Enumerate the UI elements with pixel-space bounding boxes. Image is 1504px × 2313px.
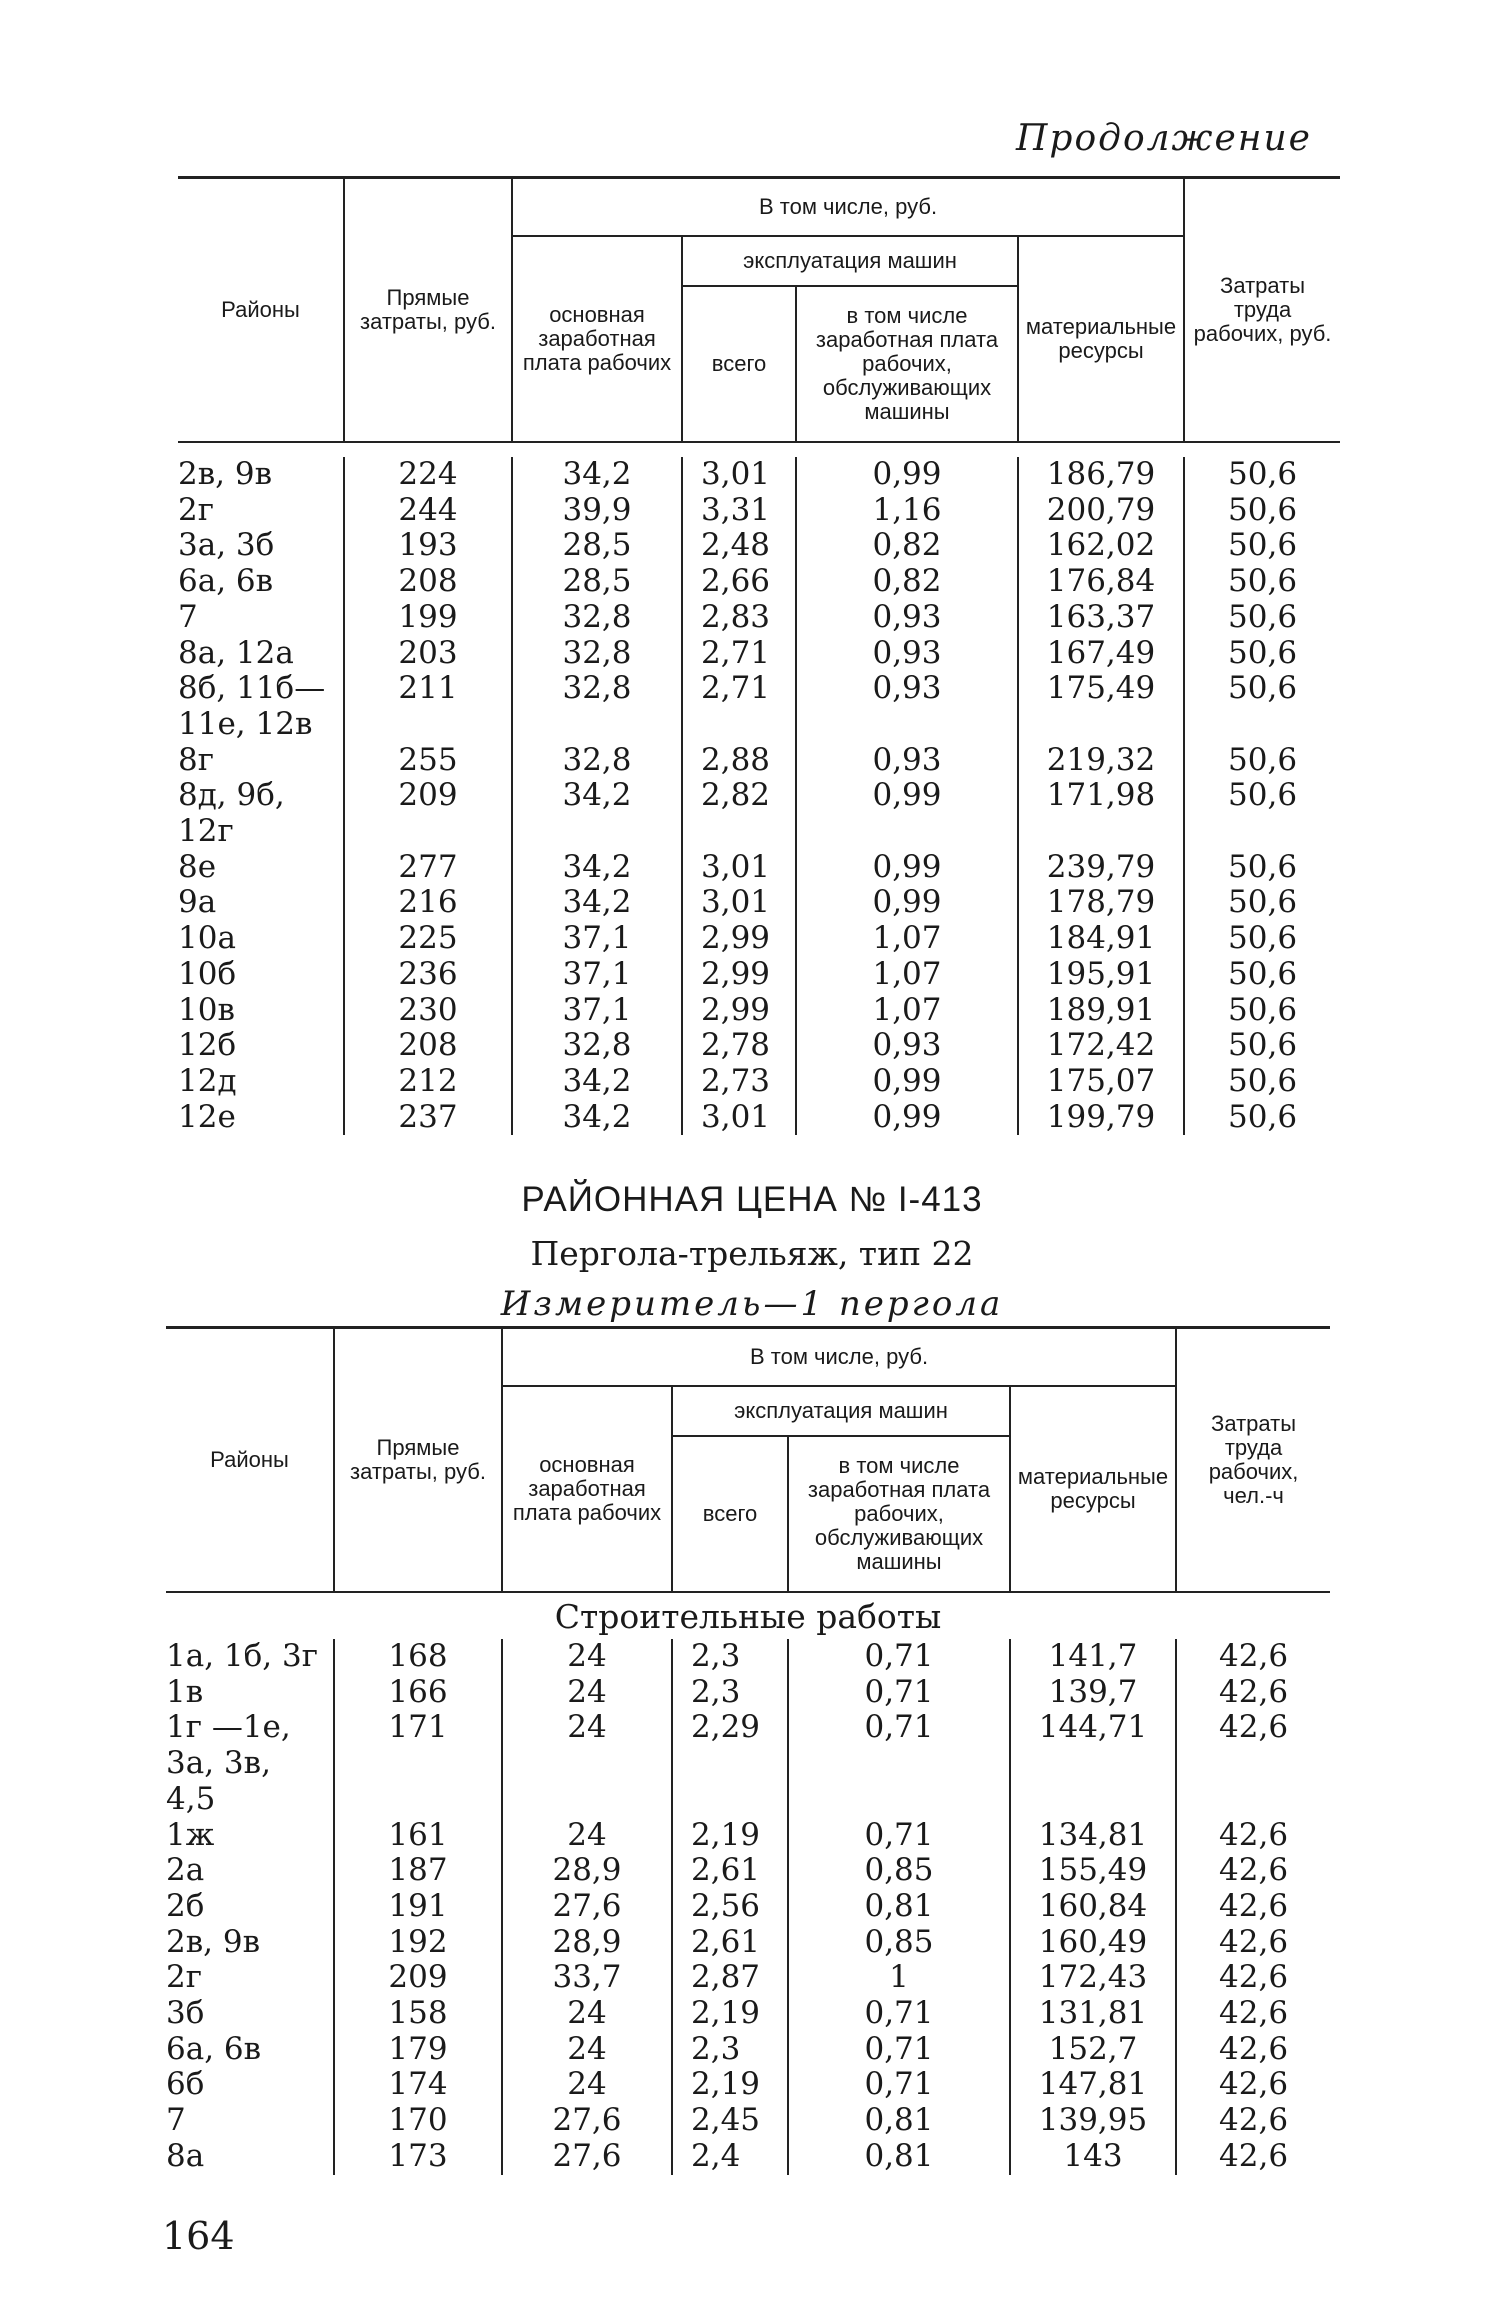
labor-cell: 50,6 <box>1184 743 1340 779</box>
region-cell: 8д, 9б, 12г <box>178 777 285 850</box>
table-2-body <box>166 1595 1330 2175</box>
base-wages-cell: 37,1 <box>512 993 682 1029</box>
direct-cost-cell: 187 <box>334 1853 502 1889</box>
table-row <box>178 885 1340 921</box>
table-row <box>178 564 1340 600</box>
machine-total-cell: 2,3 <box>672 1639 788 1675</box>
region-cell: 3б <box>166 1995 205 2032</box>
region-cell: 8е <box>178 848 217 885</box>
machine-wages-cell: 0,85 <box>788 1853 1010 1889</box>
table-row <box>166 1960 1330 1996</box>
labor-cell: 50,6 <box>1184 528 1340 564</box>
direct-cost-cell: 168 <box>334 1639 502 1675</box>
machine-wages-cell: 0,71 <box>788 1996 1010 2032</box>
machine-wages-cell: 1,07 <box>796 921 1018 957</box>
region-cell: 2г <box>178 491 214 528</box>
machine-total-cell: 2,45 <box>672 2103 788 2139</box>
machine-wages-cell: 0,71 <box>788 1675 1010 1711</box>
continuation-label: Продолжение <box>1016 118 1312 159</box>
header-machine-total: всего <box>672 1436 788 1592</box>
labor-cell: 50,6 <box>1184 1100 1340 1136</box>
direct-cost-cell: 193 <box>344 528 512 564</box>
table-row <box>166 1675 1330 1711</box>
table-row <box>166 2139 1330 2175</box>
machine-wages-cell: 0,99 <box>796 885 1018 921</box>
labor-cell: 42,6 <box>1176 1818 1330 1854</box>
machine-total-cell: 2,99 <box>682 957 796 993</box>
header-machine-operation: эксплуатация машин <box>682 236 1018 286</box>
labor-cell: 50,6 <box>1184 1028 1340 1064</box>
region-cell: 2г <box>166 1959 202 1996</box>
price-table-2 <box>166 1326 1330 2175</box>
header-materials: материальные ресурсы <box>1010 1386 1176 1592</box>
machine-wages-cell: 0,99 <box>796 778 1018 849</box>
machine-total-cell: 2,48 <box>682 528 796 564</box>
materials-cell: 186,79 <box>1018 457 1184 493</box>
table-row <box>178 457 1340 493</box>
base-wages-cell: 32,8 <box>512 1028 682 1064</box>
materials-cell: 167,49 <box>1018 636 1184 672</box>
labor-cell: 42,6 <box>1176 2139 1330 2175</box>
region-cell: 2б <box>166 1887 205 1924</box>
direct-cost-cell: 237 <box>344 1100 512 1136</box>
region-cell: 1г —1е, 3а, 3в, 4,5 <box>166 1709 291 1817</box>
region-cell: 8б, 11б— 11е, 12в <box>178 670 326 742</box>
region-cell: 10а <box>178 920 236 957</box>
materials-cell: 139,95 <box>1010 2103 1176 2139</box>
direct-cost-cell: 225 <box>344 921 512 957</box>
base-wages-cell: 28,9 <box>502 1853 672 1889</box>
machine-total-cell: 2,19 <box>672 1996 788 2032</box>
base-wages-cell: 34,2 <box>512 850 682 886</box>
machine-wages-cell: 0,99 <box>796 1100 1018 1136</box>
materials-cell: 143 <box>1010 2139 1176 2175</box>
machine-wages-cell: 1,07 <box>796 957 1018 993</box>
machine-total-cell: 2,61 <box>672 1853 788 1889</box>
materials-cell: 152,7 <box>1010 2032 1176 2068</box>
direct-cost-cell: 212 <box>344 1064 512 1100</box>
direct-cost-cell: 224 <box>344 457 512 493</box>
region-cell: 6а, 6в <box>166 2030 262 2067</box>
labor-cell: 50,6 <box>1184 1064 1340 1100</box>
header-machine-wages: в том числе заработная плата рабочих, обслуживающих машины <box>796 286 1018 442</box>
table-row <box>166 2032 1330 2068</box>
direct-cost-cell: 166 <box>334 1675 502 1711</box>
item-subtitle: Пергола-трельяж, тип 22 <box>530 1234 974 1273</box>
machine-total-cell: 2,83 <box>682 600 796 636</box>
header-machine-operation: эксплуатация машин <box>672 1386 1010 1436</box>
machine-wages-cell: 0,93 <box>796 600 1018 636</box>
region-cell: 12е <box>178 1098 236 1135</box>
region-cell: 2в, 9в <box>178 456 273 492</box>
table-row <box>166 1710 1330 1817</box>
region-cell: 3а, 3б <box>178 527 275 564</box>
materials-cell: 189,91 <box>1018 993 1184 1029</box>
machine-wages-cell: 0,93 <box>796 743 1018 779</box>
labor-cell: 42,6 <box>1176 2067 1330 2103</box>
labor-cell: 42,6 <box>1176 1925 1330 1961</box>
direct-cost-cell: 255 <box>344 743 512 779</box>
materials-cell: 171,98 <box>1018 778 1184 849</box>
region-cell: 8а, 12а <box>178 634 294 671</box>
base-wages-cell: 32,8 <box>512 636 682 672</box>
labor-cell: 42,6 <box>1176 1639 1330 1675</box>
machine-total-cell: 3,31 <box>682 493 796 529</box>
machine-total-cell: 2,19 <box>672 1818 788 1854</box>
header-labor-costs: Затраты труда рабочих, руб. <box>1184 178 1340 443</box>
table-row <box>178 957 1340 993</box>
machine-total-cell: 2,3 <box>672 1675 788 1711</box>
direct-cost-cell: 174 <box>334 2067 502 2103</box>
labor-cell: 42,6 <box>1176 1675 1330 1711</box>
machine-total-cell: 2,87 <box>672 1960 788 1996</box>
price-title: РАЙОННАЯ ЦЕНА № I-413 <box>521 1180 983 1219</box>
machine-total-cell: 2,99 <box>682 921 796 957</box>
table-row <box>178 1028 1340 1064</box>
region-cell: 8а <box>166 2137 205 2174</box>
materials-cell: 200,79 <box>1018 493 1184 529</box>
labor-cell: 42,6 <box>1176 1710 1330 1817</box>
table-row <box>178 921 1340 957</box>
direct-cost-cell: 244 <box>344 493 512 529</box>
table-row <box>178 493 1340 529</box>
region-cell: 2в, 9в <box>166 1923 261 1960</box>
machine-total-cell: 2,3 <box>672 2032 788 2068</box>
machine-total-cell: 3,01 <box>682 457 796 493</box>
materials-cell: 141,7 <box>1010 1639 1176 1675</box>
labor-cell: 50,6 <box>1184 778 1340 849</box>
base-wages-cell: 34,2 <box>512 778 682 849</box>
labor-cell: 42,6 <box>1176 2032 1330 2068</box>
table-row <box>178 850 1340 886</box>
machine-total-cell: 2,66 <box>682 564 796 600</box>
direct-cost-cell: 161 <box>334 1818 502 1854</box>
machine-wages-cell: 0,99 <box>796 457 1018 493</box>
base-wages-cell: 24 <box>502 1675 672 1711</box>
base-wages-cell: 24 <box>502 1639 672 1675</box>
header-regions: Районы <box>166 1328 334 1593</box>
machine-wages-cell: 0,81 <box>788 2103 1010 2139</box>
materials-cell: 160,84 <box>1010 1889 1176 1925</box>
materials-cell: 175,49 <box>1018 671 1184 742</box>
materials-cell: 172,43 <box>1010 1960 1176 1996</box>
table-row <box>178 993 1340 1029</box>
machine-total-cell: 3,01 <box>682 850 796 886</box>
base-wages-cell: 28,5 <box>512 564 682 600</box>
table-row <box>166 1996 1330 2032</box>
region-cell: 6а, 6в <box>178 563 274 600</box>
labor-cell: 42,6 <box>1176 1889 1330 1925</box>
labor-cell: 50,6 <box>1184 457 1340 493</box>
table-row <box>178 600 1340 636</box>
direct-cost-cell: 211 <box>344 671 512 742</box>
region-cell: 1в <box>166 1673 204 1710</box>
materials-cell: 139,7 <box>1010 1675 1176 1711</box>
materials-cell: 162,02 <box>1018 528 1184 564</box>
table-row <box>166 1639 1330 1675</box>
direct-cost-cell: 209 <box>334 1960 502 1996</box>
machine-total-cell: 3,01 <box>682 1100 796 1136</box>
materials-cell: 134,81 <box>1010 1818 1176 1854</box>
table-row <box>178 743 1340 779</box>
labor-cell: 50,6 <box>1184 921 1340 957</box>
region-cell: 2а <box>166 1852 205 1889</box>
base-wages-cell: 37,1 <box>512 957 682 993</box>
direct-cost-cell: 158 <box>334 1996 502 2032</box>
labor-cell: 50,6 <box>1184 957 1340 993</box>
labor-cell: 50,6 <box>1184 493 1340 529</box>
materials-cell: 176,84 <box>1018 564 1184 600</box>
base-wages-cell: 33,7 <box>502 1960 672 1996</box>
base-wages-cell: 39,9 <box>512 493 682 529</box>
machine-wages-cell: 0,82 <box>796 564 1018 600</box>
header-base-wages: основная заработная плата рабочих <box>502 1386 672 1592</box>
header-direct-costs: Прямые затраты, руб. <box>334 1328 502 1593</box>
base-wages-cell: 24 <box>502 1818 672 1854</box>
direct-cost-cell: 230 <box>344 993 512 1029</box>
unit-measure: Измеритель—1 пергола <box>500 1284 1004 1324</box>
table-row <box>178 636 1340 672</box>
materials-cell: 160,49 <box>1010 1925 1176 1961</box>
materials-cell: 155,49 <box>1010 1853 1176 1889</box>
materials-cell: 178,79 <box>1018 885 1184 921</box>
direct-cost-cell: 208 <box>344 1028 512 1064</box>
machine-wages-cell: 0,71 <box>788 1818 1010 1854</box>
header-including-group: В том числе, руб. <box>512 178 1184 237</box>
table-row <box>166 2103 1330 2139</box>
machine-wages-cell: 0,99 <box>796 1064 1018 1100</box>
machine-wages-cell: 0,71 <box>788 2067 1010 2103</box>
base-wages-cell: 24 <box>502 2032 672 2068</box>
materials-cell: 131,81 <box>1010 1996 1176 2032</box>
machine-wages-cell: 0,71 <box>788 1710 1010 1817</box>
materials-cell: 195,91 <box>1018 957 1184 993</box>
region-cell: 10б <box>178 955 237 992</box>
machine-wages-cell: 1,07 <box>796 993 1018 1029</box>
machine-wages-cell: 0,93 <box>796 1028 1018 1064</box>
header-materials: материальные ресурсы <box>1018 236 1184 442</box>
base-wages-cell: 32,8 <box>512 671 682 742</box>
direct-cost-cell: 216 <box>344 885 512 921</box>
base-wages-cell: 37,1 <box>512 921 682 957</box>
table-row <box>166 1853 1330 1889</box>
direct-cost-cell: 171 <box>334 1710 502 1817</box>
base-wages-cell: 28,9 <box>502 1925 672 1961</box>
direct-cost-cell: 179 <box>334 2032 502 2068</box>
materials-cell: 184,91 <box>1018 921 1184 957</box>
table-row <box>178 1064 1340 1100</box>
materials-cell: 144,71 <box>1010 1710 1176 1817</box>
base-wages-cell: 27,6 <box>502 2103 672 2139</box>
machine-wages-cell: 1,16 <box>796 493 1018 529</box>
region-cell: 8г <box>178 741 214 778</box>
machine-wages-cell: 0,71 <box>788 1639 1010 1675</box>
region-cell: 7 <box>166 2102 186 2139</box>
labor-cell: 42,6 <box>1176 2103 1330 2139</box>
base-wages-cell: 34,2 <box>512 1100 682 1136</box>
materials-cell: 175,07 <box>1018 1064 1184 1100</box>
region-cell: 12б <box>178 1027 237 1064</box>
table-row <box>178 778 1340 849</box>
header-direct-costs: Прямые затраты, руб. <box>344 178 512 443</box>
direct-cost-cell: 173 <box>334 2139 502 2175</box>
base-wages-cell: 27,6 <box>502 1889 672 1925</box>
machine-wages-cell: 0,99 <box>796 850 1018 886</box>
machine-total-cell: 2,71 <box>682 671 796 742</box>
region-cell: 1ж <box>166 1816 215 1853</box>
header-labor-costs: Затраты труда рабочих, чел.-ч <box>1176 1328 1330 1593</box>
materials-cell: 239,79 <box>1018 850 1184 886</box>
machine-wages-cell: 0,71 <box>788 2032 1010 2068</box>
table-row <box>166 1818 1330 1854</box>
materials-cell: 172,42 <box>1018 1028 1184 1064</box>
labor-cell: 50,6 <box>1184 671 1340 742</box>
base-wages-cell: 28,5 <box>512 528 682 564</box>
labor-cell: 50,6 <box>1184 850 1340 886</box>
base-wages-cell: 32,8 <box>512 600 682 636</box>
machine-total-cell: 3,01 <box>682 885 796 921</box>
labor-cell: 50,6 <box>1184 564 1340 600</box>
header-regions: Районы <box>178 178 344 443</box>
machine-wages-cell: 0,81 <box>788 1889 1010 1925</box>
table-1-body <box>178 457 1340 1135</box>
machine-total-cell: 2,19 <box>672 2067 788 2103</box>
machine-total-cell: 2,4 <box>672 2139 788 2175</box>
machine-wages-cell: 0,82 <box>796 528 1018 564</box>
machine-total-cell: 2,78 <box>682 1028 796 1064</box>
page-number: 164 <box>162 2214 235 2258</box>
machine-total-cell: 2,82 <box>682 778 796 849</box>
base-wages-cell: 24 <box>502 2067 672 2103</box>
labor-cell: 42,6 <box>1176 1960 1330 1996</box>
machine-total-cell: 2,29 <box>672 1710 788 1817</box>
machine-wages-cell: 0,93 <box>796 671 1018 742</box>
machine-wages-cell: 0,93 <box>796 636 1018 672</box>
machine-total-cell: 2,61 <box>672 1925 788 1961</box>
header-including-group: В том числе, руб. <box>502 1328 1176 1387</box>
base-wages-cell: 32,8 <box>512 743 682 779</box>
direct-cost-cell: 199 <box>344 600 512 636</box>
labor-cell: 50,6 <box>1184 636 1340 672</box>
table-row <box>178 1100 1340 1136</box>
header-base-wages: основная заработная плата рабочих <box>512 236 682 442</box>
labor-cell: 42,6 <box>1176 1853 1330 1889</box>
labor-cell: 50,6 <box>1184 885 1340 921</box>
table-row <box>178 528 1340 564</box>
machine-wages-cell: 0,85 <box>788 1925 1010 1961</box>
region-cell: 10в <box>178 991 235 1028</box>
direct-cost-cell: 203 <box>344 636 512 672</box>
materials-cell: 147,81 <box>1010 2067 1176 2103</box>
direct-cost-cell: 208 <box>344 564 512 600</box>
base-wages-cell: 34,2 <box>512 885 682 921</box>
direct-cost-cell: 277 <box>344 850 512 886</box>
direct-cost-cell: 192 <box>334 1925 502 1961</box>
machine-total-cell: 2,73 <box>682 1064 796 1100</box>
labor-cell: 50,6 <box>1184 993 1340 1029</box>
table-row <box>166 1889 1330 1925</box>
materials-cell: 163,37 <box>1018 600 1184 636</box>
machine-total-cell: 2,56 <box>672 1889 788 1925</box>
region-cell: 7 <box>178 598 198 635</box>
base-wages-cell: 34,2 <box>512 457 682 493</box>
labor-cell: 50,6 <box>1184 600 1340 636</box>
direct-cost-cell: 209 <box>344 778 512 849</box>
region-cell: 12д <box>178 1062 237 1099</box>
region-cell: 1а, 1б, 3г <box>166 1638 318 1674</box>
machine-wages-cell: 1 <box>788 1960 1010 1996</box>
subheading-construction-works: Строительные работы <box>554 1597 942 1636</box>
region-cell: 9а <box>178 884 217 921</box>
table-row <box>166 1925 1330 1961</box>
header-machine-total: всего <box>682 286 796 442</box>
machine-total-cell: 2,88 <box>682 743 796 779</box>
base-wages-cell: 24 <box>502 1996 672 2032</box>
labor-cell: 42,6 <box>1176 1996 1330 2032</box>
direct-cost-cell: 191 <box>334 1889 502 1925</box>
base-wages-cell: 27,6 <box>502 2139 672 2175</box>
table-row <box>178 671 1340 742</box>
direct-cost-cell: 236 <box>344 957 512 993</box>
table-row <box>166 2067 1330 2103</box>
header-machine-wages: в том числе заработная плата рабочих, обслуживающих машины <box>788 1436 1010 1592</box>
price-table-1 <box>178 176 1340 1135</box>
materials-cell: 199,79 <box>1018 1100 1184 1136</box>
machine-total-cell: 2,99 <box>682 993 796 1029</box>
materials-cell: 219,32 <box>1018 743 1184 779</box>
machine-wages-cell: 0,81 <box>788 2139 1010 2175</box>
direct-cost-cell: 170 <box>334 2103 502 2139</box>
base-wages-cell: 34,2 <box>512 1064 682 1100</box>
machine-total-cell: 2,71 <box>682 636 796 672</box>
base-wages-cell: 24 <box>502 1710 672 1817</box>
region-cell: 6б <box>166 2066 205 2103</box>
